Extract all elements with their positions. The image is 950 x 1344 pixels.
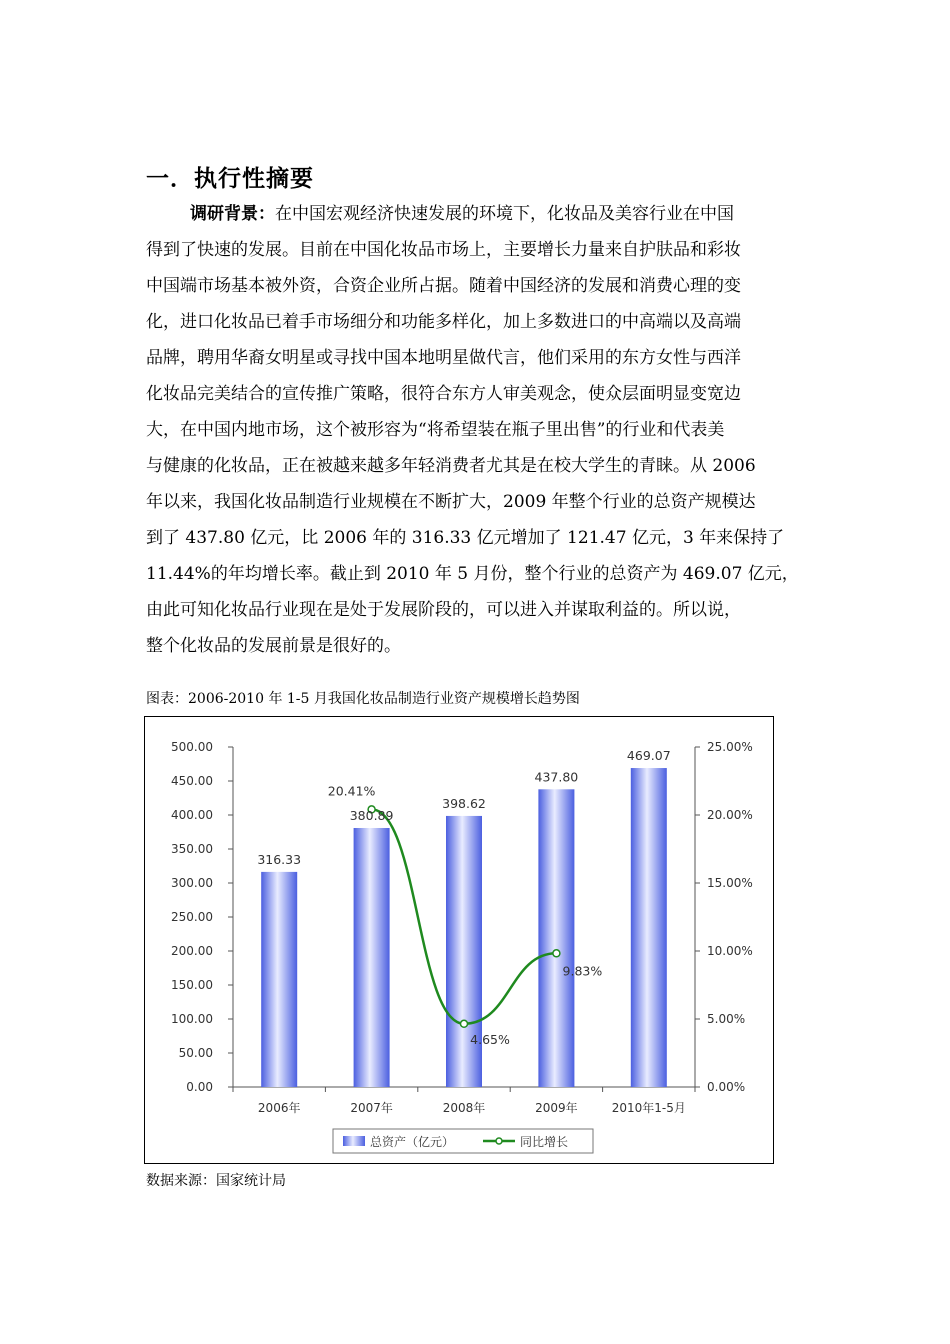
asset-bar xyxy=(261,872,297,1087)
asset-bar xyxy=(538,789,574,1087)
right-axis-tick-label: 10.00% xyxy=(707,944,753,958)
left-axis-tick-label: 250.00 xyxy=(171,910,213,924)
paragraph-line: 品牌，聘用华裔女明星或寻找中国本地明星做代言，他们采用的东方女性与西洋 xyxy=(146,348,741,368)
chart-caption: 图表：2006-2010 年 1-5 月我国化妆品制造行业资产规模增长趋势图 xyxy=(146,691,580,707)
growth-line-point xyxy=(553,950,560,957)
x-axis-category-label: 2007年 xyxy=(350,1101,393,1115)
data-source: 数据来源：国家统计局 xyxy=(146,1173,286,1189)
chart-bars xyxy=(261,768,667,1087)
chart-canvas xyxy=(145,717,775,1165)
paragraph-line: 年以来，我国化妆品制造行业规模在不断扩大，2009 年整个行业的总资产规模达 xyxy=(146,492,756,512)
paragraph-line xyxy=(146,196,808,232)
left-axis-tick-label: 300.00 xyxy=(171,876,213,890)
left-axis-tick-label: 450.00 xyxy=(171,774,213,788)
growth-value-label: 9.83% xyxy=(562,963,603,979)
x-axis-category-label: 2008年 xyxy=(442,1101,486,1115)
left-axis-tick-label: 50.00 xyxy=(178,1046,213,1060)
right-axis-tick-label: 20.00% xyxy=(707,808,753,822)
asset-bar-value-label: 380.89 xyxy=(349,807,394,823)
left-axis-tick-label: 0.00 xyxy=(186,1080,213,1094)
left-axis-tick-label: 350.00 xyxy=(171,842,213,856)
x-axis-category-label: 2006年 xyxy=(257,1101,301,1115)
legend-bar-label: 总资产（亿元） xyxy=(370,1135,455,1149)
x-axis-category-label: 2010年1-5月 xyxy=(611,1101,686,1115)
paragraph-line: 得到了快速的发展。目前在中国化妆品市场上，主要增长力量来自护肤品和彩妆 xyxy=(146,240,741,260)
asset-growth-chart xyxy=(144,716,774,1164)
asset-bar xyxy=(631,768,667,1087)
left-axis-tick-label: 400.00 xyxy=(171,808,213,822)
paragraph-line: 由此可知化妆品行业现在是处于发展阶段的，可以进入并谋取利益的。所以说， xyxy=(146,600,741,620)
right-axis-tick-label: 0.00% xyxy=(707,1080,746,1094)
paragraph-line: 化妆品完美结合的宣传推广策略，很符合东方人审美观念，使众层面明显变宽边 xyxy=(146,384,741,404)
paragraph-line: 到了 437.80 亿元，比 2006 年的 316.33 亿元增加了 121.47 亿元，3 年来保持了 xyxy=(146,528,785,548)
legend-line-label: 同比增长 xyxy=(520,1135,569,1149)
asset-bar-value-label: 398.62 xyxy=(442,795,486,811)
paragraph-line: 大，在中国内地市场，这个被形容为“将希望装在瓶子里出售”的行业和代表美 xyxy=(146,420,725,440)
x-axis-category-label: 2009年 xyxy=(535,1101,578,1115)
paragraph-line: 中国端市场基本被外资，合资企业所占据。随着中国经济的发展和消费心理的变 xyxy=(146,276,741,296)
growth-line-point xyxy=(461,1020,468,1027)
chart-legend xyxy=(333,1129,593,1153)
legend-line-marker xyxy=(496,1138,502,1144)
paragraph-line: 11.44%的年均增长率。截止到 2010 年 5 月份，整个行业的总资产为 469.07 亿元， xyxy=(146,564,799,584)
left-axis-tick-label: 100.00 xyxy=(171,1012,213,1026)
asset-bar-value-label: 316.33 xyxy=(257,851,302,867)
paragraph-line: 整个化妆品的发展前景是很好的。 xyxy=(146,636,401,656)
background-paragraph xyxy=(146,196,808,664)
right-axis-tick-label: 15.00% xyxy=(707,876,753,890)
asset-bar-value-label: 469.07 xyxy=(626,748,671,764)
section-heading: 一．执行性摘要 xyxy=(146,166,314,192)
right-axis-tick-label: 5.00% xyxy=(707,1012,746,1026)
growth-value-label: 4.65% xyxy=(470,1031,510,1047)
left-axis-tick-label: 200.00 xyxy=(171,944,213,958)
paragraph-line-text: 在中国宏观经济快速发展的环境下，化妆品及美容行业在中国 xyxy=(275,204,734,224)
paragraph-line: 与健康的化妆品，正在被越来越多年轻消费者尤其是在校大学生的青睐。从 2006 xyxy=(146,456,756,476)
left-axis-tick-label: 150.00 xyxy=(171,978,213,992)
asset-bar xyxy=(354,828,390,1087)
right-axis-tick-label: 25.00% xyxy=(707,740,753,754)
paragraph-lead: 调研背景： xyxy=(190,204,275,224)
left-axis-tick-label: 500.00 xyxy=(171,740,213,754)
legend-bar-swatch xyxy=(343,1136,365,1146)
asset-bar-value-label: 437.80 xyxy=(534,769,579,785)
paragraph-line: 化，进口化妆品已着手市场细分和功能多样化，加上多数进口的中高端以及高端 xyxy=(146,312,741,332)
growth-value-label: 20.41% xyxy=(327,783,376,799)
